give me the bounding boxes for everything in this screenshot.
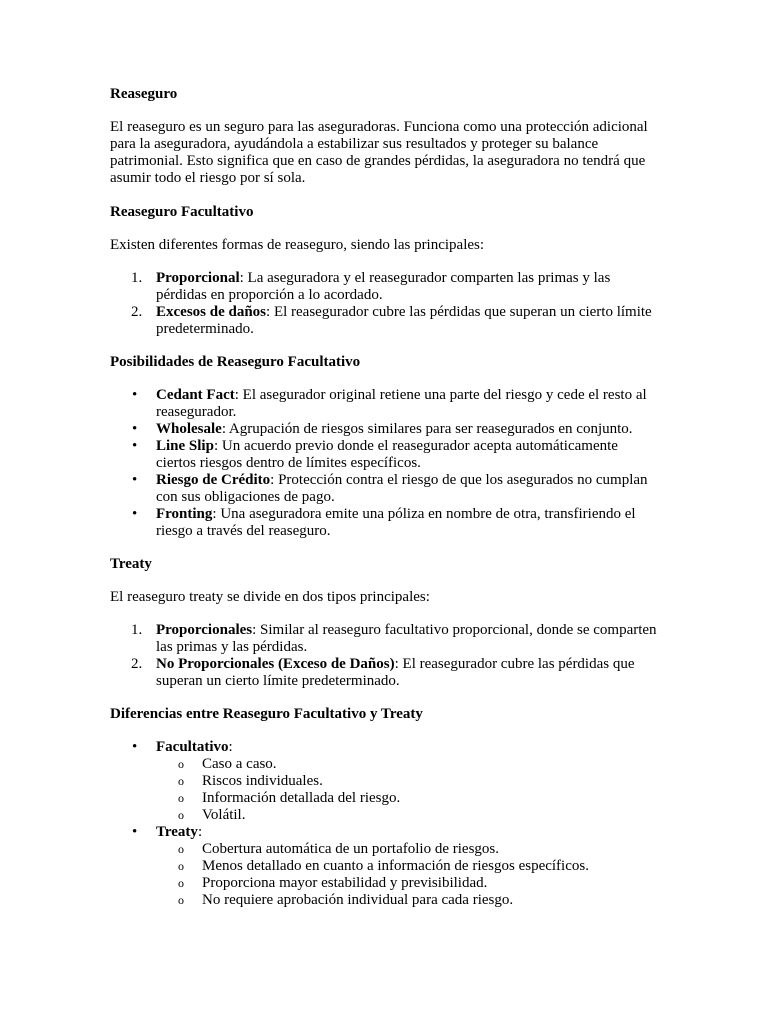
list-desc: : La aseguradora y el reasegurador comparten las primas y las pérdidas en proporción a lo acordado. [156,270,611,303]
list-item [110,387,658,421]
sublist-text: Riscos individuales. [202,773,323,789]
list-item [110,304,658,338]
list-number: 1. [131,270,143,286]
circle-bullet-icon: o [178,757,184,771]
list-item [110,506,658,540]
document-title: Reaseguro [110,86,178,102]
list-desc: : El reasegurador cubre las pérdidas que superan un cierto límite predeterminado. [156,304,652,337]
sublist-item [110,807,658,824]
list-item [110,824,658,841]
list-item [110,739,658,756]
bullet-icon: • [132,387,138,403]
list-number: 1. [131,622,143,638]
section-heading-posibilidades: Posibilidades de Reaseguro Facultativo [110,354,361,370]
list-item [110,472,658,506]
bullet-icon: • [132,739,138,755]
sublist-text: Cobertura automática de un portafolio de riesgos. [202,841,499,857]
bullet-list-posibilidades [110,387,658,540]
list-number: 2. [131,656,143,672]
list-item [110,421,658,438]
list-term: Fronting [156,506,213,522]
bullet-icon: • [132,824,138,840]
list-desc: : Similar al reaseguro facultativo proporcional, donde se comparten las primas y las pérdidas. [156,622,657,655]
sublist-text: Menos detallado en cuanto a información de riesgos específicos. [202,858,589,874]
circle-bullet-icon: o [178,774,184,788]
bullet-icon: • [132,421,138,437]
circle-bullet-icon: o [178,859,184,873]
list-term: Line Slip [156,438,214,454]
list-desc: : Protección contra el riesgo de que los asegurados no cumplan con sus obligaciones de pago. [156,472,648,505]
list-term: Proporcionales [156,622,253,638]
document-page [110,86,658,909]
list-colon: : [228,739,233,755]
circle-bullet-icon: o [178,842,184,856]
bullet-icon: • [132,472,138,488]
list-desc: : Una aseguradora emite una póliza en nombre de otra, transfiriendo el riesgo a través del reaseguro. [156,506,636,539]
sublist-text: No requiere aprobación individual para cada riesgo. [202,892,514,908]
sublist-text: Caso a caso. [202,756,277,772]
section-text-treaty: El reaseguro treaty se divide en dos tipos principales: [110,589,430,605]
section-heading-treaty: Treaty [110,556,152,572]
list-item [110,656,658,690]
sublist-container [110,756,658,824]
list-item [110,270,658,304]
circle-bullet-icon: o [178,808,184,822]
list-item [110,622,658,656]
list-term: Cedant Fact [156,387,235,403]
list-desc: : El reasegurador cubre las pérdidas que superan un cierto límite predeterminado. [156,656,635,689]
list-desc: : El asegurador original retiene una parte del riesgo y cede el resto al reasegurador. [156,387,647,420]
list-desc: : Agrupación de riesgos similares para ser reasegurados en conjunto. [221,421,633,437]
sublist-item [110,756,658,773]
sublist-item [110,773,658,790]
sublist-container [110,841,658,909]
list-number: 2. [131,304,143,320]
section-heading-diferencias: Diferencias entre Reaseguro Facultativo y Treaty [110,706,423,722]
list-colon: : [197,824,203,840]
numbered-list-treaty [110,622,658,690]
sublist-text: Información detallada del riesgo. [202,790,401,806]
list-term: No Proporcionales (Exceso de Daños) [156,656,395,672]
sublist-item [110,841,658,858]
list-term: Facultativo [156,739,229,755]
sublist-text: Proporciona mayor estabilidad y previsibilidad. [202,875,488,891]
list-term: Proporcional [156,270,240,286]
intro-paragraph: El reaseguro es un seguro para las aseguradoras. Funciona como una protección adicional para la aseguradora, ayudándola a estabilizar sus resultados y proteger su balance patrimonial. Esto significa que en caso de grandes pérdidas, la aseguradora no tendrá que asumir todo el riesgo por sí sola. [110,119,648,186]
sublist-item [110,875,658,892]
section-text-facultativo: Existen diferentes formas de reaseguro, siendo las principales: [110,237,485,253]
bullet-icon: • [132,438,138,454]
numbered-list-facultativo [110,270,658,338]
sublist-item [110,858,658,875]
list-desc: : Un acuerdo previo donde el reasegurador acepta automáticamente ciertos riesgos dentro de límites específicos. [156,438,618,471]
list-item [110,438,658,472]
sublist-treaty [110,841,658,909]
sublist-item [110,892,658,909]
bullet-list-diferencias [110,739,658,909]
list-term: Treaty [156,824,198,840]
list-term: Wholesale [156,421,222,437]
circle-bullet-icon: o [178,893,184,907]
circle-bullet-icon: o [178,791,184,805]
circle-bullet-icon: o [178,876,184,890]
sublist-facultativo [110,756,658,824]
section-heading-facultativo: Reaseguro Facultativo [110,204,254,220]
list-term: Excesos de daños [156,304,267,320]
list-term: Riesgo de Crédito [156,472,271,488]
sublist-item [110,790,658,807]
bullet-icon: • [132,506,138,522]
sublist-text: Volátil. [202,807,246,823]
